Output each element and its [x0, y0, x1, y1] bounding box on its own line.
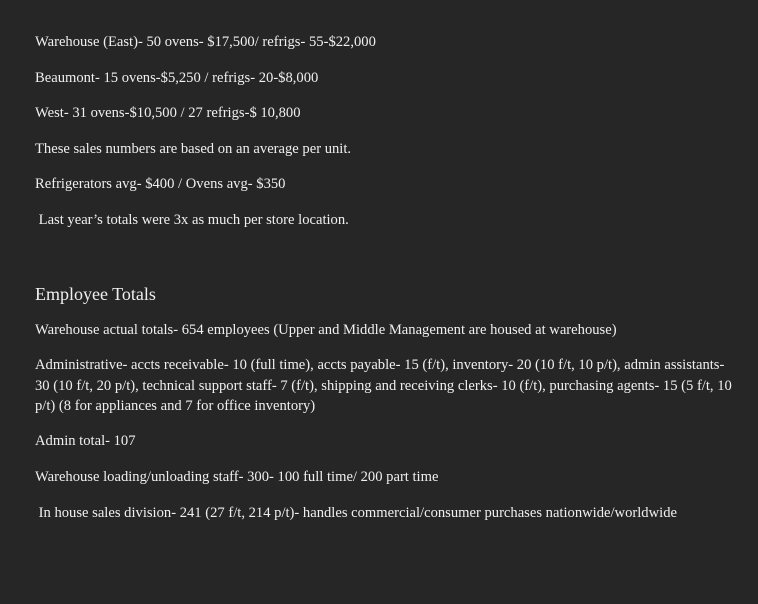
- sales-note-average: These sales numbers are based on an average per unit.: [35, 141, 352, 157]
- sales-last-year-note: Last year’s totals were 3x as much per store location.: [35, 212, 349, 228]
- sales-line-beaumont: Beaumont- 15 ovens-$5,250 / refrigs- 20-$8,000: [35, 70, 319, 86]
- sales-division: In house sales division- 241 (27 f/t, 214 p/t)- handles commercial/consumer purchases nationwide/worldwide: [35, 505, 677, 521]
- admin-total: Admin total- 107: [35, 433, 136, 449]
- sales-line-warehouse-east: Warehouse (East)- 50 ovens- $17,500/ refrigs- 55-$22,000: [35, 34, 376, 50]
- warehouse-actual-totals: Warehouse actual totals- 654 employees (Upper and Middle Management are housed at warehouse): [35, 322, 617, 338]
- employee-totals-heading: Employee Totals: [35, 284, 156, 304]
- administrative-breakdown: Administrative- accts receivable- 10 (full time), accts payable- 15 (f/t), inventory- 20 (10 f/t, 10 p/t), admin assistants- 30 (10 f/t, 20 p/t), technical support staff- 7 (f/t), shipping and receiving clerks- 10 (f/t), purchasing agents- 15 (5 f/t, 10 p/t) (8 for appliances and 7 for office inventory): [35, 357, 732, 414]
- loading-staff: Warehouse loading/unloading staff- 300- 100 full time/ 200 part time: [35, 469, 439, 485]
- sales-averages: Refrigerators avg- $400 / Ovens avg- $350: [35, 176, 286, 192]
- sales-line-west: West- 31 ovens-$10,500 / 27 refrigs-$ 10,800: [35, 105, 301, 121]
